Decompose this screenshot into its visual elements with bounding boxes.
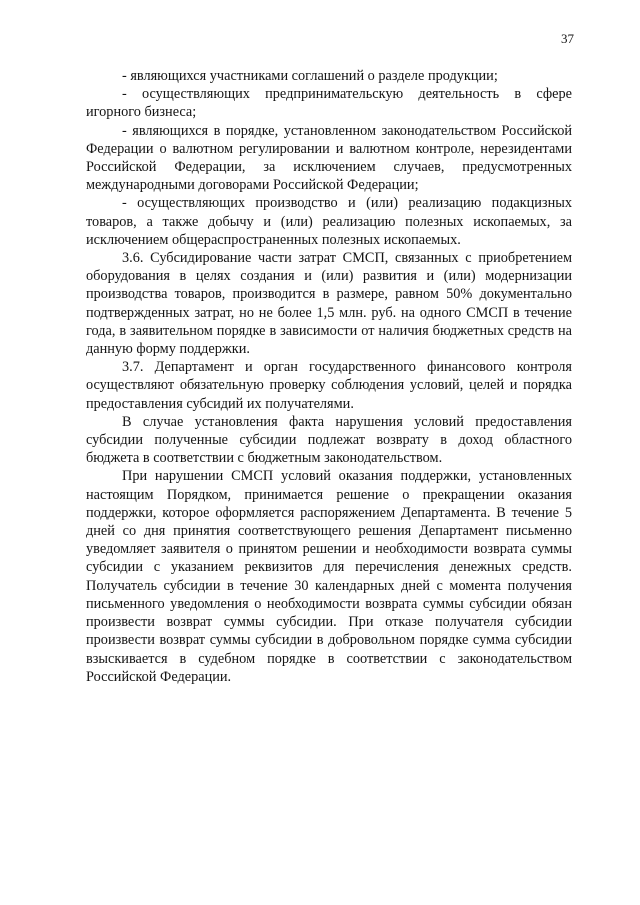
page-number: 37 [561, 31, 574, 46]
paragraph-non-residents: - являющихся в порядке, установленном законодательством Российской Федерации о валютном регулировании и валютном контроле, нерезидентами Российской Федерации, за исключением случаев, предусмотренных международными договорами Российской Федерации; [86, 122, 572, 194]
paragraph-excise-goods: - осуществляющих производство и (или) реализацию подакцизных товаров, а также добычу и (или) реализацию полезных ископаемых, за исключением общераспространенных полезных ископаемых. [86, 195, 572, 248]
paragraph-section-3-6: 3.6. Субсидирование части затрат СМСП, связанных с приобретением оборудования в целях создания и (или) развития и (или) модернизации производства товаров, производится в размере, равном 50% документально подтвержденных затрат, но не более 1,5 млн. руб. на одного СМСП в течение года, в заявительном порядке в зависимости от наличия бюджетных средств на данную форму поддержки. [86, 250, 572, 358]
paragraph-violation-procedure: При нарушении СМСП условий оказания поддержки, установленных настоящим Порядком, принимается решение о прекращении оказания поддержки, которое оформляется распоряжением Департамента. В течение 5 дней со дня принятия соответствующего решения Департамент письменно уведомляет заявителя о принятом решении и необходимости возврата суммы субсидии с указанием реквизитов для перечисления денежных средств. Получатель субсидии в течение 30 календарных дней с момента получения письменного уведомления о необходимости возврата суммы субсидии обязан произвести возврат суммы субсидии. При отказе получателя субсидии произвести возврат суммы субсидии в добровольном порядке сумма субсидии взыскивается в судебном порядке в соответствии с законодательством Российской Федерации. [86, 468, 572, 685]
paragraph-gambling-business: - осуществляющих предпринимательскую деятельность в сфере игорного бизнеса; [86, 86, 572, 121]
document-body [86, 67, 572, 686]
paragraph-subsidy-return: В случае установления факта нарушения условий предоставления субсидии полученные субсидии подлежат возврату в доход областного бюджета в соответствии с бюджетным законодательством. [86, 413, 572, 467]
paragraph-psa-participants: - являющихся участниками соглашений о разделе продукции; [122, 68, 498, 84]
paragraph-section-3-7: 3.7. Департамент и орган государственного финансового контроля осуществляют обязательную проверку соблюдения условий, целей и порядка предоставления субсидий их получателями. [86, 359, 572, 412]
